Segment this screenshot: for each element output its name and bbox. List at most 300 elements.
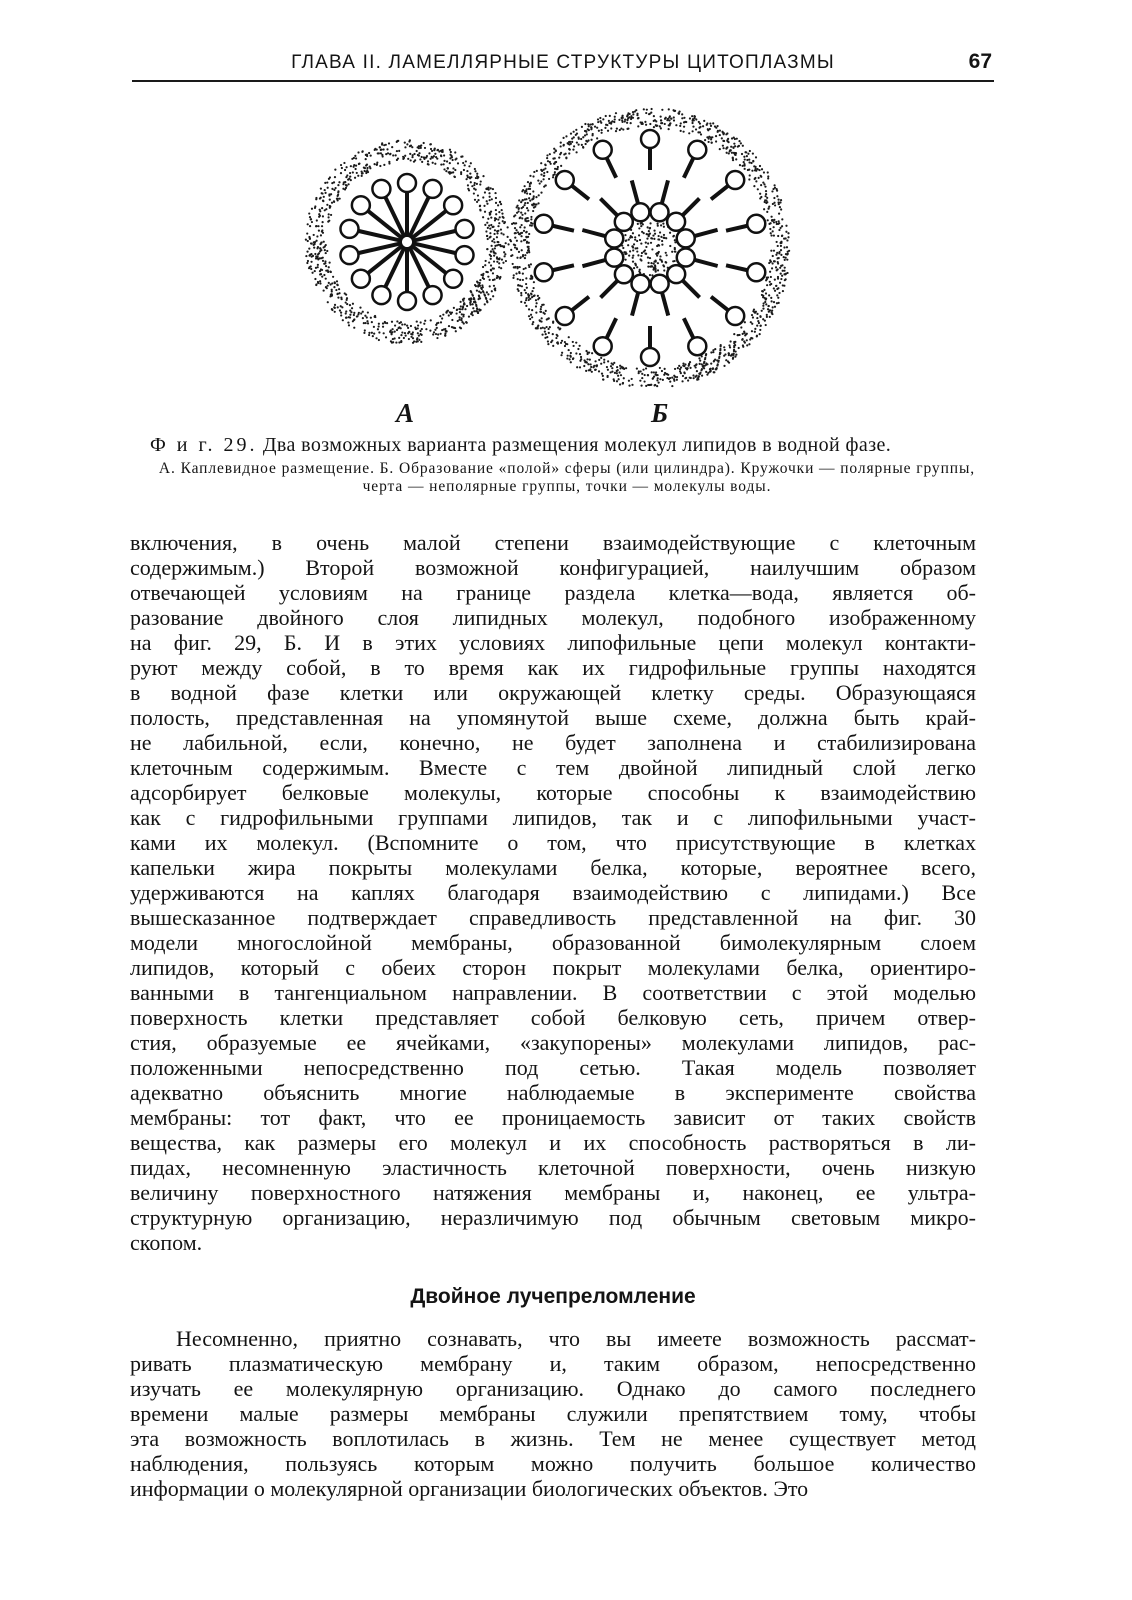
polar-head: [424, 180, 442, 198]
water-molecule: [523, 204, 525, 206]
water-molecule: [678, 365, 680, 367]
water-molecule: [752, 160, 754, 162]
water-molecule: [437, 333, 439, 335]
water-molecule: [524, 185, 526, 187]
water-molecule: [655, 271, 657, 273]
text-line: липидов, который с обеих сторон покрыт молекулами белка, ориентиро-: [130, 955, 976, 980]
water-molecule: [751, 330, 753, 332]
water-molecule: [735, 350, 737, 352]
water-molecule: [628, 239, 630, 241]
water-molecule: [340, 312, 342, 314]
water-molecule: [769, 222, 771, 224]
water-molecule: [760, 184, 762, 186]
water-molecule: [564, 345, 566, 347]
water-molecule: [474, 168, 476, 170]
water-molecule: [520, 235, 522, 237]
water-molecule: [498, 266, 500, 268]
water-molecule: [524, 254, 526, 256]
water-molecule: [510, 249, 512, 251]
water-molecule: [558, 157, 560, 159]
water-molecule: [484, 191, 486, 193]
water-molecule: [624, 234, 626, 236]
water-molecule: [319, 248, 321, 250]
water-molecule: [526, 287, 528, 289]
water-molecule: [532, 210, 534, 212]
water-molecule: [333, 286, 335, 288]
water-molecule: [695, 118, 697, 120]
water-molecule: [490, 217, 492, 219]
water-molecule: [671, 385, 673, 387]
water-molecule: [761, 310, 763, 312]
water-molecule: [587, 363, 589, 365]
water-molecule: [310, 261, 312, 263]
water-molecule: [785, 225, 787, 227]
water-molecule: [682, 375, 684, 377]
water-molecule: [647, 266, 649, 268]
water-molecule: [719, 148, 721, 150]
water-molecule: [522, 279, 524, 281]
water-molecule: [417, 324, 419, 326]
water-molecule: [682, 365, 684, 367]
water-molecule: [528, 197, 530, 199]
water-molecule: [396, 329, 398, 331]
text-line: удерживаются на каплях благодаря взаимодействию с липидами.) Все: [130, 880, 976, 905]
water-molecule: [430, 319, 432, 321]
water-molecule: [664, 368, 666, 370]
water-molecule: [530, 293, 532, 295]
water-molecule: [655, 125, 657, 127]
water-molecule: [470, 162, 472, 164]
water-molecule: [473, 188, 475, 190]
polar-head: [631, 275, 649, 293]
polar-head: [535, 215, 553, 233]
water-molecule: [482, 266, 484, 268]
water-molecule: [484, 211, 486, 213]
text-line: величину поверхностного натяжения мембраны и, наконец, ее ультра-: [130, 1180, 976, 1205]
water-molecule: [489, 199, 491, 201]
water-molecule: [648, 384, 650, 386]
water-molecule: [596, 127, 598, 129]
water-molecule: [537, 180, 539, 182]
water-molecule: [761, 294, 763, 296]
water-molecule: [353, 166, 355, 168]
water-molecule: [762, 305, 764, 307]
nonpolar-tail: [607, 318, 617, 338]
water-molecule: [613, 380, 615, 382]
water-molecule: [722, 147, 724, 149]
nonpolar-tail: [582, 230, 605, 236]
water-molecule: [609, 115, 611, 117]
water-molecule: [648, 230, 650, 232]
water-molecule: [728, 152, 730, 154]
water-molecule: [516, 267, 518, 269]
water-molecule: [630, 235, 632, 237]
water-molecule: [410, 159, 412, 161]
water-molecule: [697, 376, 699, 378]
water-molecule: [723, 346, 725, 348]
water-molecule: [477, 199, 479, 201]
water-molecule: [657, 377, 659, 379]
water-molecule: [519, 285, 521, 287]
water-molecule: [319, 197, 321, 199]
water-molecule: [743, 161, 745, 163]
figure-label-a: А: [396, 398, 415, 428]
water-molecule: [493, 268, 495, 270]
water-molecule: [560, 152, 562, 154]
water-molecule: [382, 155, 384, 157]
nonpolar-tail: [694, 230, 717, 236]
water-molecule: [693, 377, 695, 379]
water-molecule: [328, 213, 330, 215]
water-molecule: [321, 192, 323, 194]
water-molecule: [606, 366, 608, 368]
water-molecule: [648, 113, 650, 115]
water-molecule: [701, 375, 703, 377]
water-molecule: [503, 222, 505, 224]
water-molecule: [503, 255, 505, 257]
water-molecule: [712, 367, 714, 369]
water-molecule: [709, 128, 711, 130]
water-molecule: [748, 178, 750, 180]
water-molecule: [769, 228, 771, 230]
water-molecule: [765, 303, 767, 305]
water-molecule: [365, 171, 367, 173]
water-molecule: [764, 199, 766, 201]
polar-head: [535, 263, 553, 281]
water-molecule: [525, 198, 527, 200]
water-molecule: [647, 256, 649, 258]
water-molecule: [575, 352, 577, 354]
water-molecule: [772, 255, 774, 257]
water-molecule: [495, 218, 497, 220]
water-molecule: [770, 297, 772, 299]
water-molecule: [313, 234, 315, 236]
water-molecule: [554, 171, 556, 173]
water-molecule: [409, 139, 411, 141]
water-molecule: [482, 273, 484, 275]
water-molecule: [477, 282, 479, 284]
water-molecule: [487, 227, 489, 229]
water-molecule: [616, 128, 618, 130]
water-molecule: [349, 304, 351, 306]
water-molecule: [695, 128, 697, 130]
water-molecule: [753, 309, 755, 311]
water-molecule: [514, 227, 516, 229]
water-molecule: [308, 248, 310, 250]
water-molecule: [533, 281, 535, 283]
water-molecule: [674, 251, 676, 253]
water-molecule: [602, 375, 604, 377]
water-molecule: [446, 160, 448, 162]
water-molecule: [770, 234, 772, 236]
water-molecule: [562, 137, 564, 139]
water-molecule: [337, 293, 339, 295]
water-molecule: [581, 126, 583, 128]
water-molecule: [497, 276, 499, 278]
water-molecule: [366, 167, 368, 169]
water-molecule: [431, 156, 433, 158]
water-molecule: [525, 299, 527, 301]
water-molecule: [530, 218, 532, 220]
water-molecule: [742, 165, 744, 167]
water-molecule: [347, 321, 349, 323]
water-molecule: [526, 192, 528, 194]
water-molecule: [487, 238, 489, 240]
water-molecule: [758, 169, 760, 171]
water-molecule: [389, 153, 391, 155]
water-molecule: [322, 260, 324, 262]
polar-head: [651, 203, 669, 221]
nonpolar-tail: [662, 180, 668, 203]
water-molecule: [528, 233, 530, 235]
water-molecule: [770, 232, 772, 234]
polar-head: [615, 213, 633, 231]
water-molecule: [329, 283, 331, 285]
water-molecule: [471, 185, 473, 187]
water-molecule: [700, 133, 702, 135]
water-molecule: [479, 279, 481, 281]
water-molecule: [727, 141, 729, 143]
water-molecule: [406, 143, 408, 145]
nonpolar-tail: [600, 199, 617, 216]
water-molecule: [719, 352, 721, 354]
water-molecule: [754, 178, 756, 180]
water-molecule: [637, 117, 639, 119]
water-molecule: [319, 210, 321, 212]
water-molecule: [496, 261, 498, 263]
water-molecule: [433, 155, 435, 157]
water-molecule: [308, 212, 310, 214]
water-molecule: [779, 227, 781, 229]
water-molecule: [453, 175, 455, 177]
water-molecule: [515, 273, 517, 275]
water-molecule: [551, 340, 553, 342]
water-molecule: [491, 198, 493, 200]
water-molecule: [655, 371, 657, 373]
water-molecule: [753, 165, 755, 167]
water-molecule: [528, 266, 530, 268]
water-molecule: [340, 172, 342, 174]
water-molecule: [490, 269, 492, 271]
water-molecule: [630, 122, 632, 124]
water-molecule: [609, 371, 611, 373]
water-molecule: [719, 130, 721, 132]
water-molecule: [400, 334, 402, 336]
water-molecule: [646, 238, 648, 240]
water-molecule: [324, 209, 326, 211]
water-molecule: [776, 269, 778, 271]
text-line: ванными в тангенциальном направлении. В соответствии с этой моделью: [130, 980, 976, 1005]
water-molecule: [531, 323, 533, 325]
water-molecule: [488, 192, 490, 194]
water-molecule: [344, 188, 346, 190]
water-molecule: [565, 157, 567, 159]
water-molecule: [469, 300, 471, 302]
water-molecule: [378, 323, 380, 325]
water-molecule: [676, 376, 678, 378]
water-molecule: [603, 359, 605, 361]
water-molecule: [769, 316, 771, 318]
water-molecule: [464, 308, 466, 310]
water-molecule: [306, 232, 308, 234]
water-molecule: [543, 175, 545, 177]
water-molecule: [619, 129, 621, 131]
water-molecule: [673, 375, 675, 377]
water-molecule: [777, 223, 779, 225]
water-molecule: [664, 123, 666, 125]
water-molecule: [618, 371, 620, 373]
water-molecule: [468, 316, 470, 318]
water-molecule: [762, 308, 764, 310]
water-molecule: [671, 377, 673, 379]
water-molecule: [396, 150, 398, 152]
water-molecule: [323, 196, 325, 198]
water-molecule: [369, 167, 371, 169]
water-molecule: [522, 199, 524, 201]
polar-head: [372, 180, 390, 198]
water-molecule: [680, 372, 682, 374]
water-molecule: [640, 255, 642, 257]
text-line: наблюдения, пользуясь которым можно получить большое количество: [130, 1451, 976, 1476]
water-molecule: [653, 120, 655, 122]
water-molecule: [428, 152, 430, 154]
water-molecule: [324, 260, 326, 262]
water-molecule: [533, 206, 535, 208]
water-molecule: [780, 265, 782, 267]
water-molecule: [775, 266, 777, 268]
water-molecule: [382, 322, 384, 324]
water-molecule: [374, 149, 376, 151]
water-molecule: [479, 183, 481, 185]
water-molecule: [362, 150, 364, 152]
nonpolar-tail: [662, 292, 668, 315]
water-molecule: [321, 276, 323, 278]
water-molecule: [663, 265, 665, 267]
water-molecule: [568, 349, 570, 351]
water-molecule: [398, 150, 400, 152]
water-molecule: [617, 375, 619, 377]
water-molecule: [499, 216, 501, 218]
body-paragraph-1: [130, 530, 976, 1255]
water-molecule: [665, 252, 667, 254]
water-molecule: [408, 338, 410, 340]
water-molecule: [547, 160, 549, 162]
water-molecule: [774, 279, 776, 281]
water-molecule: [680, 122, 682, 124]
water-molecule: [659, 378, 661, 380]
water-molecule: [461, 313, 463, 315]
water-molecule: [346, 299, 348, 301]
water-molecule: [593, 365, 595, 367]
water-molecule: [400, 341, 402, 343]
water-molecule: [463, 303, 465, 305]
water-molecule: [476, 173, 478, 175]
water-molecule: [657, 269, 659, 271]
water-molecule: [425, 328, 427, 330]
water-molecule: [450, 151, 452, 153]
water-molecule: [396, 320, 398, 322]
water-molecule: [549, 326, 551, 328]
water-molecule: [309, 216, 311, 218]
water-molecule: [765, 190, 767, 192]
water-molecule: [412, 154, 414, 156]
water-molecule: [417, 154, 419, 156]
water-molecule: [336, 280, 338, 282]
water-molecule: [622, 367, 624, 369]
water-molecule: [479, 209, 481, 211]
water-molecule: [658, 381, 660, 383]
water-molecule: [731, 354, 733, 356]
water-molecule: [693, 117, 695, 119]
water-molecule: [610, 365, 612, 367]
water-molecule: [319, 257, 321, 259]
water-molecule: [689, 367, 691, 369]
water-molecule: [646, 109, 648, 111]
water-molecule: [669, 115, 671, 117]
water-molecule: [318, 252, 320, 254]
water-molecule: [403, 337, 405, 339]
water-molecule: [662, 379, 664, 381]
water-molecule: [430, 143, 432, 145]
water-molecule: [540, 180, 542, 182]
water-molecule: [624, 119, 626, 121]
water-molecule: [634, 236, 636, 238]
water-molecule: [576, 141, 578, 143]
water-molecule: [327, 285, 329, 287]
water-molecule: [486, 222, 488, 224]
water-molecule: [420, 321, 422, 323]
water-molecule: [454, 169, 456, 171]
water-molecule: [408, 331, 410, 333]
water-molecule: [436, 337, 438, 339]
water-molecule: [652, 377, 654, 379]
water-molecule: [493, 233, 495, 235]
water-molecule: [340, 305, 342, 307]
water-molecule: [518, 251, 520, 253]
water-molecule: [628, 116, 630, 118]
water-molecule: [710, 351, 712, 353]
water-molecule: [539, 319, 541, 321]
water-molecule: [638, 234, 640, 236]
water-molecule: [719, 349, 721, 351]
water-molecule: [423, 142, 425, 144]
water-molecule: [771, 310, 773, 312]
water-molecule: [343, 162, 345, 164]
water-molecule: [691, 115, 693, 117]
water-molecule: [692, 374, 694, 376]
water-molecule: [523, 239, 525, 241]
water-molecule: [575, 342, 577, 344]
water-molecule: [680, 366, 682, 368]
water-molecule: [338, 292, 340, 294]
water-molecule: [651, 371, 653, 373]
water-molecule: [731, 152, 733, 154]
water-molecule: [505, 242, 507, 244]
water-molecule: [642, 123, 644, 125]
water-molecule: [490, 224, 492, 226]
nonpolar-tail: [726, 226, 747, 231]
water-molecule: [545, 333, 547, 335]
water-molecule: [370, 155, 372, 157]
water-molecule: [541, 317, 543, 319]
water-molecule: [376, 161, 378, 163]
water-molecule: [382, 148, 384, 150]
water-molecule: [599, 117, 601, 119]
water-molecule: [349, 172, 351, 174]
water-molecule: [456, 309, 458, 311]
water-molecule: [521, 224, 523, 226]
water-molecule: [458, 319, 460, 321]
